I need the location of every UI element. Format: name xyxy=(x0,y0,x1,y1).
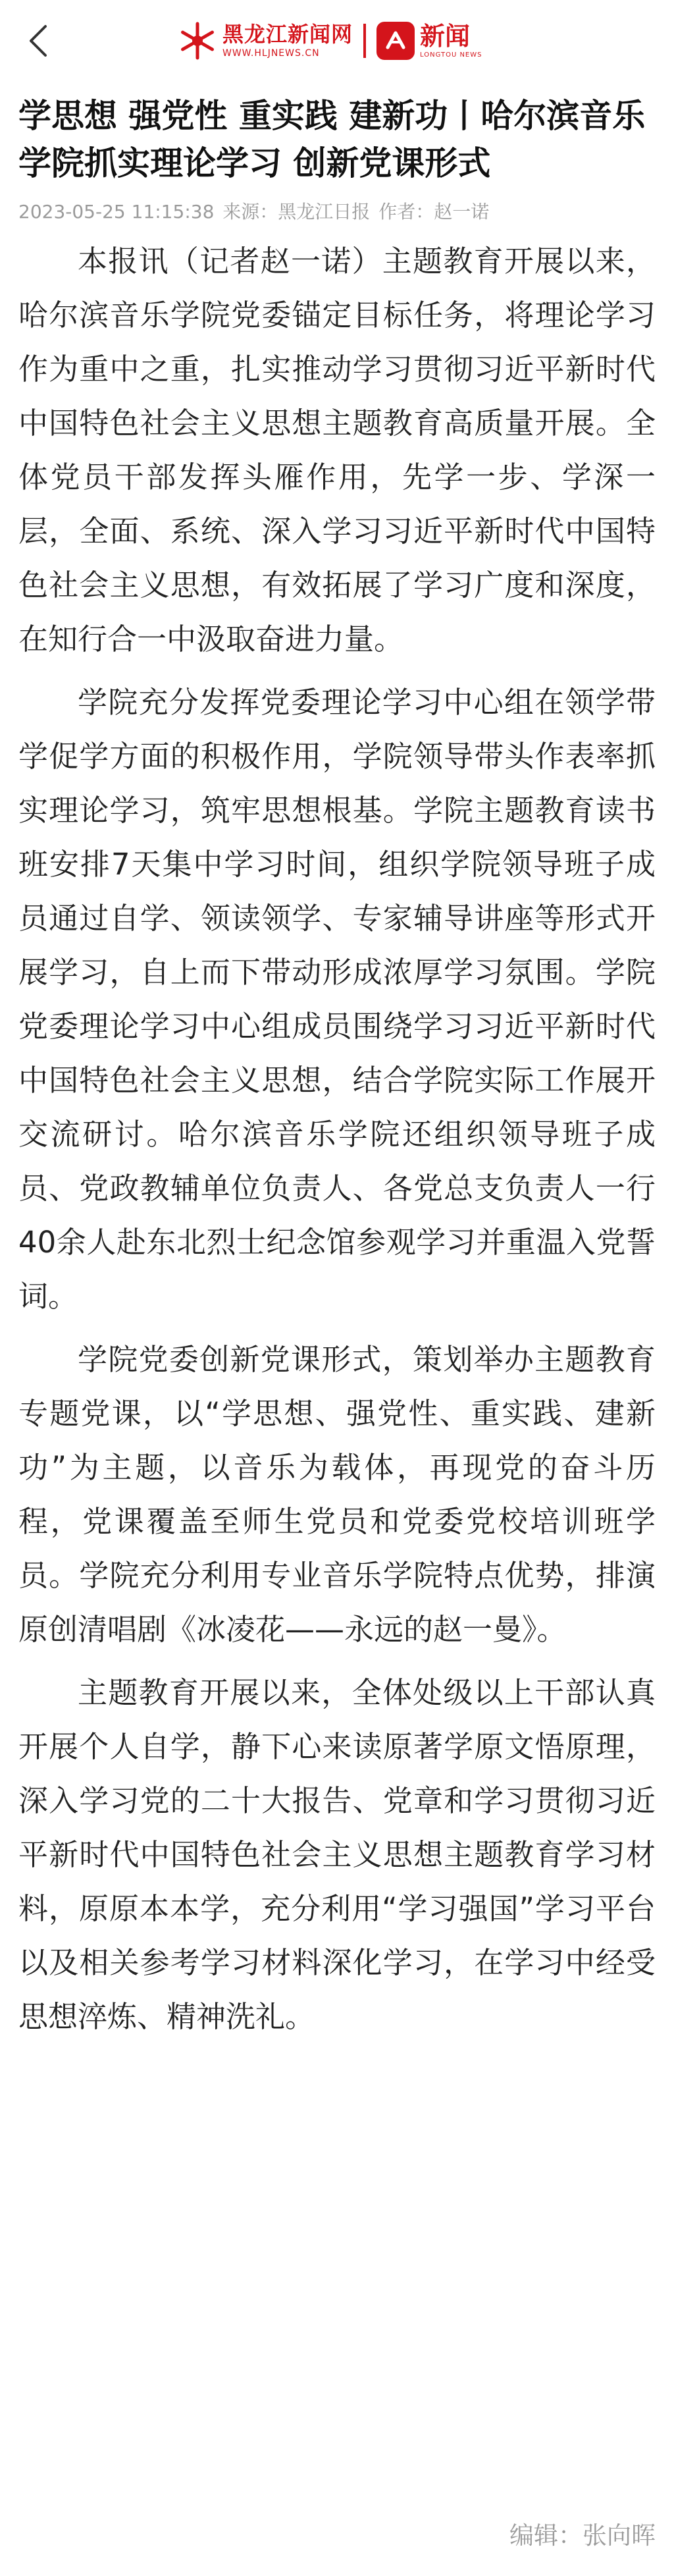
article-content xyxy=(18,92,656,2044)
article-title: 学思想 强党性 重实践 建新功丨哈尔滨音乐学院抓实理论学习 创新党课形式 xyxy=(18,97,646,182)
article-paragraph: 学院党委创新党课形式，策划举办主题教育专题党课，以“学思想、强党性、重实践、建新功”为主题，以音乐为载体，再现党的奋斗历程，党课覆盖至师生党员和党委党校培训班学员。学院充分利用专业音乐学院特点优势，排演原创清唱剧《冰凌花——永远的赵一曼》。 xyxy=(18,1342,656,1647)
brand-url: WWW.HLJNEWS.CN xyxy=(222,48,320,59)
article-paragraph: 本报讯（记者赵一诺）主题教育开展以来，哈尔滨音乐学院党委锚定目标任务，将理论学习作为重中之重，扎实推动学习贯彻习近平新时代中国特色社会主义思想主题教育高质量开展。全体党员干部发挥头雁作用，先学一步、学深一层，全面、系统、深入学习习近平新时代中国特色社会主义思想，有效拓展了学习广度和深度，在知行合一中汲取奋进力量。 xyxy=(18,244,656,657)
xinwen-brand xyxy=(420,21,482,59)
article-paragraph: 主题教育开展以来，全体处级以上干部认真开展个人自学，静下心来读原著学原文悟原理，深入学习党的二十大报告、党章和学习贯彻习近平新时代中国特色社会主义思想主题教育学习材料，原原本本学，充分利用“学习强国”学习平台以及相关参考学习材料深化学习，在学习中经受思想淬炼、精神洗礼。 xyxy=(18,1675,656,2034)
article-meta xyxy=(18,199,656,225)
publish-date: 2023-05-25 11:15:38 xyxy=(18,201,215,223)
article-source: 来源：黑龙江日报 xyxy=(222,201,371,223)
brand-text xyxy=(222,24,353,58)
xinwen-app-logo-icon xyxy=(376,22,415,60)
xinwen-subtitle: LONGTOU NEWS xyxy=(420,51,482,59)
back-button[interactable] xyxy=(18,14,58,67)
editor-credit: 编辑：张向晖 xyxy=(509,2521,656,2550)
xinwen-name: 新闻 xyxy=(420,21,471,51)
snowflake-logo-icon xyxy=(178,21,217,61)
chevron-left-icon xyxy=(28,24,48,58)
logo-divider xyxy=(363,24,366,58)
article-author: 作者：赵一诺 xyxy=(378,201,490,223)
article-paragraph: 学院充分发挥党委理论学习中心组在领学带学促学方面的积极作用，学院领导带头作表率抓实理论学习，筑牢思想根基。学院主题教育读书班安排7天集中学习时间，组织学院领导班子成员通过自学、领读领学、专家辅导讲座等形式开展学习，自上而下带动形成浓厚学习氛围。学院党委理论学习中心组成员围绕学习习近平新时代中国特色社会主义思想，结合学院实际工作展开交流研讨。哈尔滨音乐学院还组织领导班子成员、党政教辅单位负责人、各党总支负责人一行40余人赴东北烈士纪念馆参观学习并重温入党誓词。 xyxy=(18,685,656,1314)
top-bar xyxy=(0,0,674,84)
brand-name: 黑龙江新闻网 xyxy=(222,22,353,47)
site-logo[interactable] xyxy=(178,14,482,67)
